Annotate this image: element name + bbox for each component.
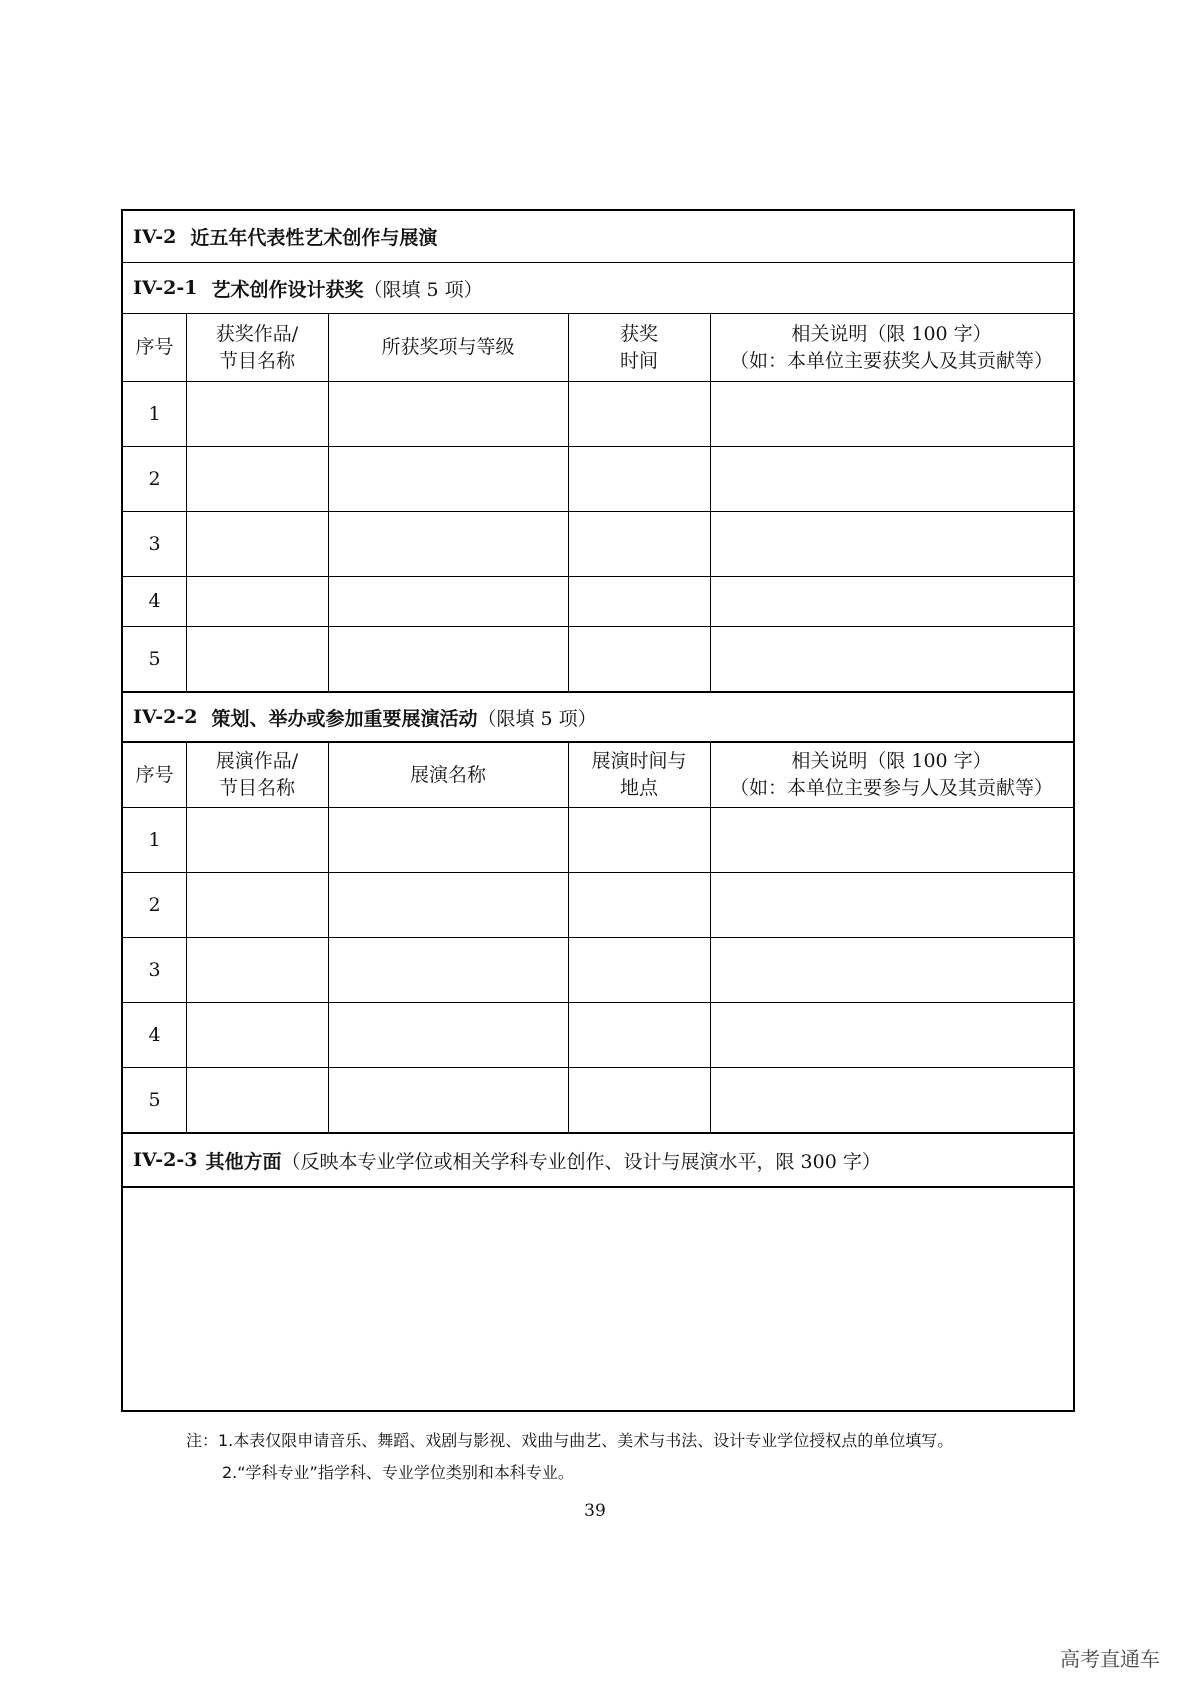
- exhibitions-limit: （限填 5 项）: [477, 707, 597, 730]
- section-title: 近五年代表性艺术创作与展演: [190, 227, 438, 249]
- header-seq: 序号: [135, 336, 174, 358]
- column-divider: [568, 741, 569, 1132]
- awards-header: [123, 262, 1073, 313]
- column-divider: [710, 741, 711, 1132]
- awards-limit: （限填 5 项）: [363, 278, 483, 301]
- header-work: 获奖作品/ 节目名称: [215, 322, 299, 372]
- table-row: 3: [123, 937, 1073, 1002]
- awards-column-header: [123, 313, 1073, 381]
- table-row: 5: [123, 626, 1073, 691]
- column-divider: [328, 741, 329, 1132]
- header-work: 展演作品/ 节目名称: [215, 750, 299, 799]
- exhibitions-title: 策划、举办或参加重要展演活动: [211, 707, 478, 730]
- column-divider: [186, 313, 187, 691]
- table-row: 5: [123, 1067, 1073, 1132]
- column-divider: [186, 741, 187, 1132]
- table-row: 2: [123, 872, 1073, 937]
- other-note: （反映本专业学位或相关学科专业创作、设计与展演水平，限 300 字）: [281, 1150, 881, 1173]
- other-content-area[interactable]: [123, 1186, 1073, 1410]
- header-time: 展演时间与 地点: [591, 750, 687, 799]
- form-table: [121, 209, 1075, 1412]
- watermark: 高考直通车: [1060, 1647, 1160, 1671]
- header-name: 展演名称: [409, 763, 486, 786]
- header-desc: 相关说明（限 100 字） （如：本单位主要参与人及其贡献等）: [729, 750, 1053, 799]
- column-divider: [710, 313, 711, 691]
- page-number: 39: [584, 1501, 606, 1521]
- other-header: [123, 1132, 1073, 1186]
- column-divider: [568, 313, 569, 691]
- section-code: IV-2: [133, 225, 177, 248]
- table-row: 1: [123, 807, 1073, 872]
- table-row: 4: [123, 576, 1073, 626]
- header-seq: 序号: [135, 763, 174, 786]
- footnote-1: 注：1.本表仅限申请音乐、舞蹈、戏剧与影视、戏曲与曲艺、美术与书法、设计专业学位授权点的单位填写。: [186, 1431, 954, 1450]
- header-time: 获奖 时间: [619, 322, 658, 372]
- exhibitions-column-header: [123, 741, 1073, 807]
- other-title: 其他方面: [205, 1150, 282, 1173]
- footnote-2: 2.“学科专业”指学科、专业学位类别和本科专业。: [222, 1463, 574, 1482]
- awards-title: 艺术创作设计获奖: [211, 278, 364, 301]
- header-desc: 相关说明（限 100 字） （如：本单位主要获奖人及其贡献等）: [729, 322, 1053, 372]
- other-code: IV-2-3: [133, 1149, 198, 1171]
- header-award: 所获奖项与等级: [381, 336, 515, 358]
- column-divider: [328, 313, 329, 691]
- awards-code: IV-2-1: [133, 277, 198, 299]
- table-row: 1: [123, 381, 1073, 446]
- table-row: 2: [123, 446, 1073, 511]
- table-row: 4: [123, 1002, 1073, 1067]
- table-row: 3: [123, 511, 1073, 576]
- exhibitions-header: [123, 691, 1073, 741]
- exhibitions-code: IV-2-2: [133, 706, 198, 728]
- section-header: [123, 211, 1073, 262]
